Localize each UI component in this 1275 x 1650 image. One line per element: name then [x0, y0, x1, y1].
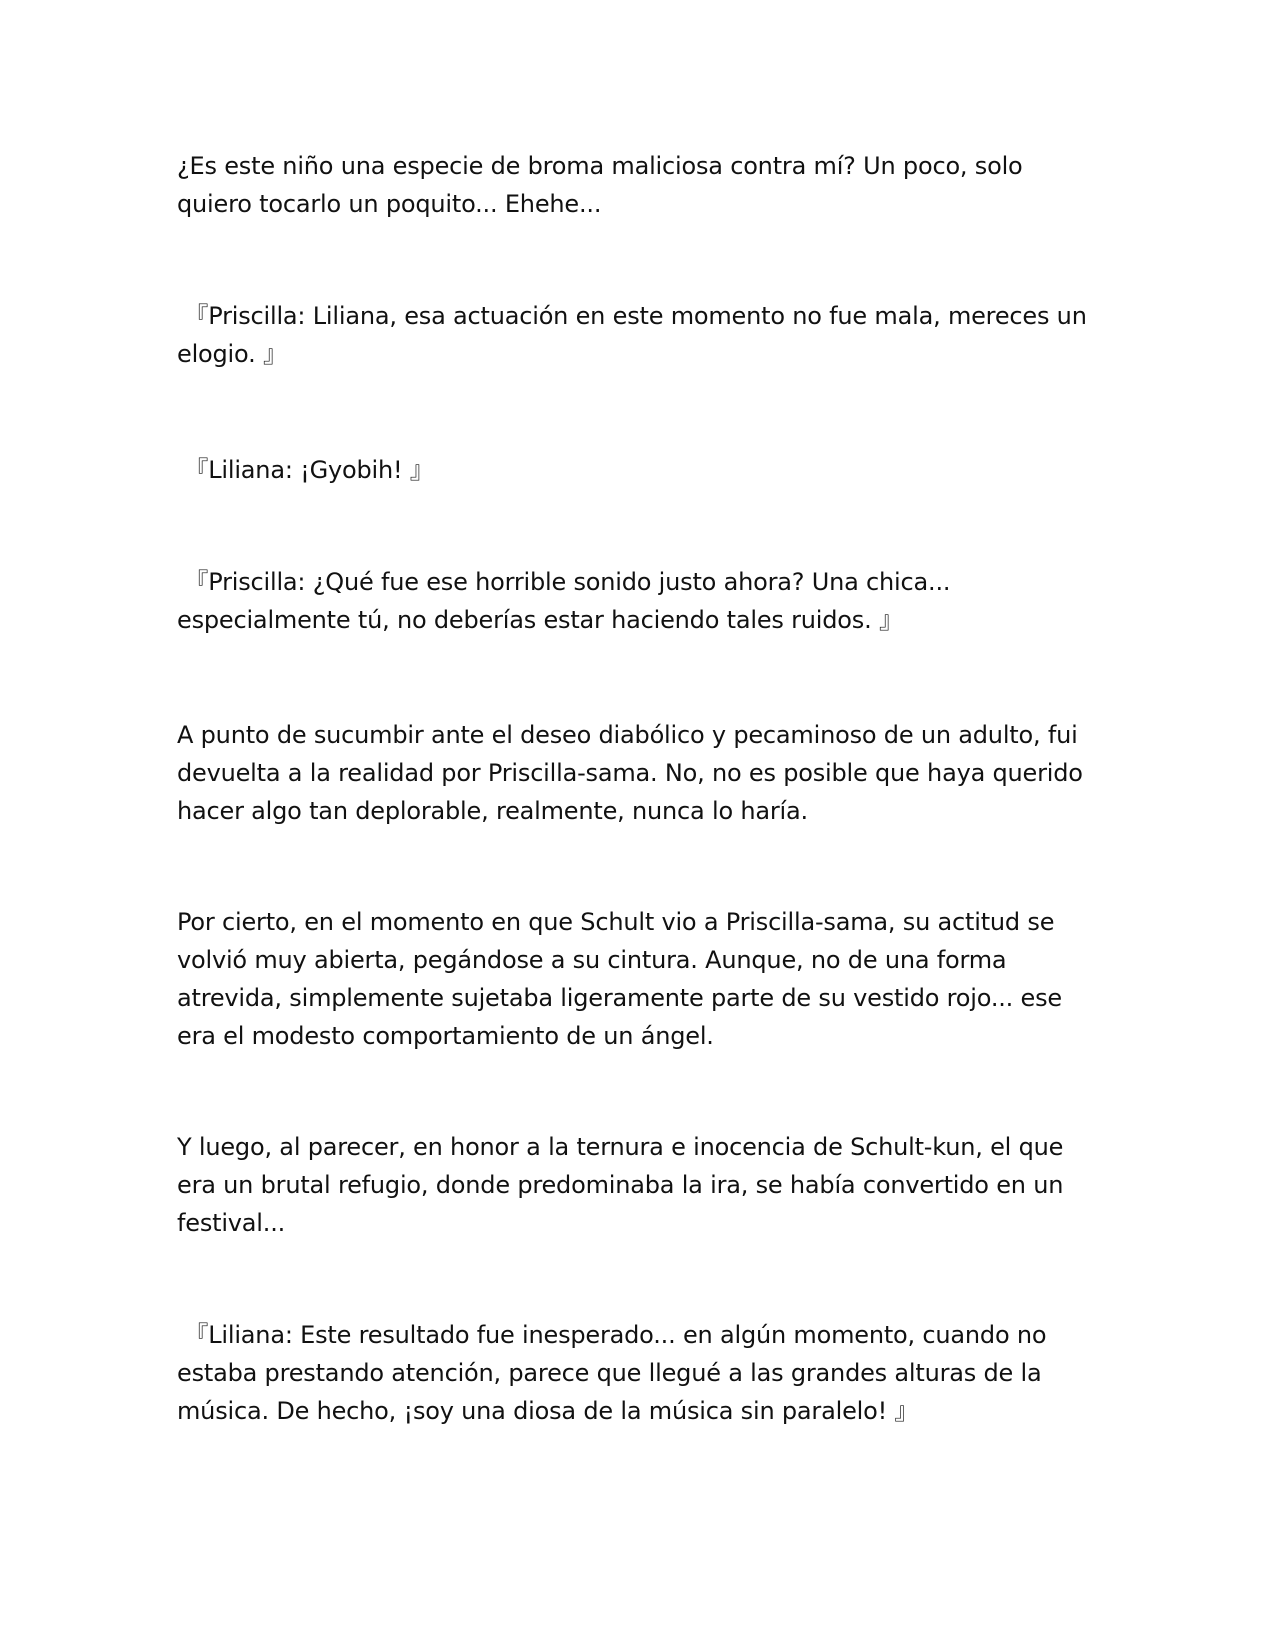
- dialogue-paragraph: 『Priscilla: Liliana, esa actuación en este momento no fue mala, mereces un elogio. 』: [177, 302, 1087, 368]
- narration-paragraph: A punto de sucumbir ante el deseo diabólico y pecaminoso de un adulto, fui devuelta a la realidad por Priscilla-sama. No, no es posible que haya querido hacer algo tan deplorable, realmente, nunca lo haría.: [177, 721, 1083, 825]
- narration-paragraph: Por cierto, en el momento en que Schult vio a Priscilla-sama, su actitud se volvió muy abierta, pegándose a su cintura. Aunque, no de una forma atrevida, simplemente sujetaba ligeramente parte de su vestido rojo... ese era el modesto comportamiento de un ángel.: [177, 908, 1062, 1050]
- dialogue-paragraph: 『Liliana: Este resultado fue inesperado... en algún momento, cuando no estaba prestando atención, parece que llegué a las grandes alturas de la música. De hecho, ¡soy una diosa de la música sin paralelo! 』: [177, 1321, 1047, 1425]
- dialogue-paragraph: 『Liliana: ¡Gyobih! 』: [177, 456, 434, 484]
- narration-paragraph: ¿Es este niño una especie de broma maliciosa contra mí? Un poco, solo quiero tocarlo un poquito... Ehehe...: [177, 152, 1023, 218]
- dialogue-paragraph: 『Priscilla: ¿Qué fue ese horrible sonido justo ahora? Una chica... especialmente tú, no deberías estar haciendo tales ruidos. 』: [177, 568, 951, 634]
- narration-paragraph: Y luego, al parecer, en honor a la ternura e inocencia de Schult-kun, el que era un brutal refugio, donde predominaba la ira, se había convertido en un festival...: [177, 1133, 1064, 1237]
